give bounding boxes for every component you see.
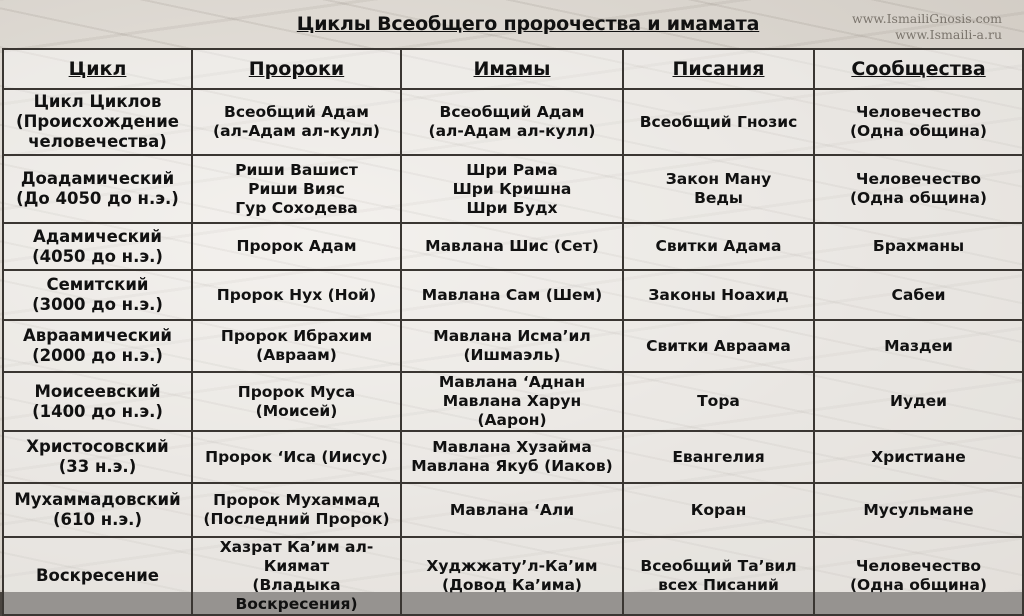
website-credits [852, 11, 1002, 43]
imams-cell: Мавлана ‘Али [401, 483, 623, 537]
site-link-ismaili-a[interactable]: www.Ismaili-a.ru [895, 27, 1002, 42]
prophets-cell: Риши Вашист Риши Вияс Гур Соходева [192, 155, 401, 223]
table-row [3, 223, 1023, 270]
column-header-scriptures: Писания [623, 49, 814, 89]
scriptures-cell: Евангелия [623, 431, 814, 483]
imams-cell: Мавлана Шис (Сет) [401, 223, 623, 270]
table-row [3, 372, 1023, 431]
header [0, 0, 1024, 48]
communities-cell: Сабеи [814, 270, 1023, 320]
column-header-communities: Сообщества [814, 49, 1023, 89]
scriptures-cell: Законы Ноахид [623, 270, 814, 320]
imams-cell: Мавлана Исма’ил (Ишмаэль) [401, 320, 623, 372]
page-title: Циклы Всеобщего пророчества и имамата [296, 13, 760, 35]
scriptures-cell: Всеобщий Та’вил всех Писаний [623, 537, 814, 615]
cycle-cell: Авраамический (2000 до н.э.) [3, 320, 192, 372]
cycle-cell: Воскресение [3, 537, 192, 615]
cycles-table [2, 48, 1024, 616]
prophets-cell: Пророк Муса (Моисей) [192, 372, 401, 431]
prophets-cell: Пророк Адам [192, 223, 401, 270]
communities-cell: Мусульмане [814, 483, 1023, 537]
prophets-cell: Пророк Мухаммад (Последний Пророк) [192, 483, 401, 537]
imams-cell: Мавлана Хузайма Мавлана Якуб (Иаков) [401, 431, 623, 483]
prophets-cell: Пророк Ибрахим (Авраам) [192, 320, 401, 372]
communities-cell: Брахманы [814, 223, 1023, 270]
site-link-ismailignosis[interactable]: www.IsmailiGnosis.com [852, 11, 1002, 26]
scriptures-cell: Свитки Авраама [623, 320, 814, 372]
imams-cell: Мавлана ‘Аднан Мавлана Харун (Аарон) [401, 372, 623, 431]
prophets-cell: Пророк Нух (Ной) [192, 270, 401, 320]
cycle-cell: Цикл Циклов (Происхождение человечества) [3, 89, 192, 155]
scriptures-cell: Тора [623, 372, 814, 431]
scriptures-cell: Коран [623, 483, 814, 537]
communities-cell: Иудеи [814, 372, 1023, 431]
scriptures-cell: Свитки Адама [623, 223, 814, 270]
table-row [3, 320, 1023, 372]
communities-cell: Человечество (Одна община) [814, 89, 1023, 155]
column-header-cycle: Цикл [3, 49, 192, 89]
communities-cell: Человечество (Одна община) [814, 537, 1023, 615]
prophets-cell: Пророк ‘Иса (Иисус) [192, 431, 401, 483]
imams-cell: Шри Рама Шри Кришна Шри Будх [401, 155, 623, 223]
imams-cell: Мавлана Сам (Шем) [401, 270, 623, 320]
cycle-cell: Мухаммадовский (610 н.э.) [3, 483, 192, 537]
cycle-cell: Доадамический (До 4050 до н.э.) [3, 155, 192, 223]
cycle-cell: Семитский (3000 до н.э.) [3, 270, 192, 320]
prophets-cell: Всеобщий Адам (ал-Адам ал-кулл) [192, 89, 401, 155]
scriptures-cell: Закон Ману Веды [623, 155, 814, 223]
table-row [3, 431, 1023, 483]
table-row [3, 483, 1023, 537]
scriptures-cell: Всеобщий Гнозис [623, 89, 814, 155]
cycle-cell: Христосовский (33 н.э.) [3, 431, 192, 483]
column-header-imams: Имамы [401, 49, 623, 89]
prophets-cell: Хазрат Ка’им ал-Киямат (Владыка Воскресения) [192, 537, 401, 615]
column-header-prophets: Пророки [192, 49, 401, 89]
imams-cell: Худжжату’л-Ка’им (Довод Ка’има) [401, 537, 623, 615]
table-row [3, 155, 1023, 223]
communities-cell: Маздеи [814, 320, 1023, 372]
table-row [3, 89, 1023, 155]
table-row [3, 270, 1023, 320]
communities-cell: Человечество (Одна община) [814, 155, 1023, 223]
cycle-cell: Моисеевский (1400 до н.э.) [3, 372, 192, 431]
table-row [3, 537, 1023, 615]
cycle-cell: Адамический (4050 до н.э.) [3, 223, 192, 270]
header-row [3, 49, 1023, 89]
imams-cell: Всеобщий Адам (ал-Адам ал-кулл) [401, 89, 623, 155]
communities-cell: Христиане [814, 431, 1023, 483]
